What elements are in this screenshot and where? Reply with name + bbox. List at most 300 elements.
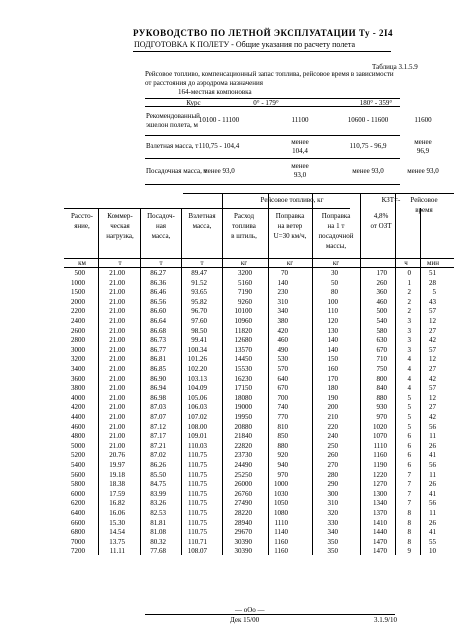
table-cell: 106.03 <box>187 403 207 412</box>
table-cell: 670 <box>376 345 387 354</box>
table-cell: 5 <box>407 393 411 402</box>
table-cell: 26 <box>429 480 436 489</box>
table-cell: 85.50 <box>150 470 166 479</box>
param-value: менее <box>291 162 309 170</box>
table-cell: 5 <box>407 413 411 421</box>
table-cell: 270 <box>327 461 338 469</box>
table-cell: 30 <box>331 269 338 277</box>
table-reference: Таблица 3.1.5.9 <box>372 63 418 71</box>
column-header: 4,8% <box>373 212 389 220</box>
table-cell: 26760 <box>234 489 252 498</box>
table-cell: 11820 <box>234 326 252 335</box>
param-value: 10600 - 11600 <box>347 116 389 124</box>
table-cell: 210 <box>327 413 338 421</box>
column-unit: кг <box>332 259 340 267</box>
table-cell: 1020 <box>373 422 387 431</box>
table-cell: 800 <box>376 374 387 383</box>
table-cell: 2200 <box>71 307 85 316</box>
table-cell: 7200 <box>71 547 85 556</box>
table-cell: 3200 <box>71 355 85 364</box>
table-cell: 500 <box>376 307 387 316</box>
table-cell: 83.99 <box>150 489 166 498</box>
table-cell: 5000 <box>71 441 85 450</box>
column-header: U=30 км/ч, <box>273 232 307 240</box>
table-cell: 460 <box>376 297 387 306</box>
column-header: нагрузка, <box>106 232 134 240</box>
column-unit: км <box>78 259 86 267</box>
table-cell: 41 <box>429 489 436 498</box>
table-cell: 110.75 <box>188 528 207 537</box>
table-cell: 86.56 <box>150 297 166 306</box>
table-cell: 19.97 <box>109 461 125 469</box>
table-cell: 80.32 <box>150 537 166 546</box>
table-caption: Рейсовое топливо, компенсационный запас топлива, рейсовое время в зависимости от расстояния до аэродрома назначения <box>145 70 394 87</box>
table-cell: 310 <box>277 297 288 306</box>
table-cell: 50 <box>331 278 338 287</box>
end-mark: — oOo — <box>235 606 265 614</box>
table-cell: 96.70 <box>191 307 207 316</box>
table-cell: 740 <box>277 403 288 412</box>
table-cell: 86.90 <box>150 374 166 383</box>
table-cell: 14450 <box>234 355 252 364</box>
table-cell: 51 <box>429 269 436 277</box>
table-cell: 110.75 <box>188 461 207 469</box>
table-cell: 1190 <box>373 461 387 469</box>
table-cell: 4600 <box>71 422 85 431</box>
table-cell: 21.00 <box>109 278 125 287</box>
table-cell: 23730 <box>234 451 252 460</box>
table-cell: 41 <box>429 528 436 537</box>
column-header: Коммер- <box>107 212 133 220</box>
table-cell: 2800 <box>71 336 85 345</box>
table-cell: 27 <box>429 326 436 335</box>
table-cell: 220 <box>327 422 338 431</box>
table-cell: 5600 <box>71 470 85 479</box>
table-cell: 350 <box>327 537 338 546</box>
table-cell: 460 <box>277 336 288 345</box>
table-cell: 420 <box>277 326 288 335</box>
table-cell: 140 <box>277 278 288 287</box>
table-cell: 700 <box>277 393 288 402</box>
table-cell: 20.76 <box>109 451 125 460</box>
column-header: Поправка <box>275 212 305 220</box>
course-range-1: 0° - 179° <box>253 99 279 107</box>
param-value: менее <box>291 137 309 146</box>
table-cell: 6 <box>407 451 411 460</box>
table-cell: 1340 <box>373 499 387 508</box>
table-cell: 2400 <box>71 317 85 325</box>
column-unit: т <box>200 259 204 267</box>
table-cell: 8 <box>407 518 411 527</box>
table-cell: 110 <box>327 307 338 316</box>
table-cell: 21.00 <box>109 269 125 277</box>
table-cell: 22820 <box>234 441 252 450</box>
table-cell: 107.02 <box>187 413 207 421</box>
table-cell: 130 <box>327 326 338 335</box>
table-cell: 10100 <box>234 307 252 316</box>
table-cell: 530 <box>277 355 288 364</box>
table-cell: 930 <box>376 403 387 412</box>
table-cell: 7 <box>407 499 411 508</box>
table-cell: 11 <box>429 432 436 441</box>
table-cell: 26000 <box>234 480 252 489</box>
table-cell: 3600 <box>71 374 85 383</box>
table-cell: 110.03 <box>188 441 207 450</box>
table-cell: 100 <box>327 297 338 306</box>
table-cell: 140 <box>327 336 338 345</box>
table-cell: 87.21 <box>150 441 166 450</box>
table-cell: 17150 <box>234 384 252 393</box>
table-cell: 3 <box>407 326 411 335</box>
table-cell: 3 <box>407 317 411 325</box>
table-cell: 8 <box>407 509 411 517</box>
table-cell: 4400 <box>71 413 85 421</box>
table-cell: 770 <box>277 413 288 421</box>
table-cell: 11 <box>429 470 436 479</box>
table-cell: 5 <box>407 403 411 412</box>
table-cell: 86.98 <box>150 393 166 402</box>
table-cell: 87.03 <box>150 403 166 412</box>
table-cell: 12 <box>429 355 436 364</box>
top-table-hline <box>145 184 400 185</box>
table-cell: 250 <box>327 441 338 450</box>
table-cell: 260 <box>376 278 387 287</box>
table-cell: 920 <box>277 451 288 460</box>
table-cell: 21.00 <box>109 393 125 402</box>
table-cell: 4800 <box>71 432 85 441</box>
param-label: эшелон полета, м <box>146 120 198 129</box>
table-cell: 19.18 <box>109 470 125 479</box>
param-value: менее 93,0 <box>352 166 384 175</box>
course-range-2: 180° - 359° <box>359 99 393 107</box>
table-cell: 80 <box>331 288 338 297</box>
table-cell: 86.64 <box>150 317 166 325</box>
table-cell: 21.00 <box>109 365 125 373</box>
column-header: Поправка <box>321 212 351 220</box>
table-cell: 86.94 <box>150 384 166 393</box>
table-cell: 82.53 <box>150 509 166 517</box>
table-cell: 1220 <box>373 470 387 479</box>
table-cell: 7000 <box>71 537 85 546</box>
table-cell: 17.59 <box>109 489 125 498</box>
table-cell: 14.54 <box>109 528 125 537</box>
table-cell: 1030 <box>274 489 288 498</box>
table-cell: 0 <box>407 269 411 277</box>
table-cell: 98.50 <box>191 326 207 335</box>
manual-title: РУКОВОДСТВО ПО ЛЕТНОЙ ЭКСПЛУАТАЦИИ Ту - 2І4 <box>133 28 393 38</box>
table-cell: 940 <box>277 461 288 469</box>
table-cell: 104.09 <box>187 384 207 393</box>
table-cell: 240 <box>327 432 338 441</box>
table-cell: 1110 <box>274 518 288 527</box>
table-cell: 95.82 <box>191 297 207 306</box>
table-cell: 86.77 <box>150 345 166 354</box>
table-cell: 170 <box>327 374 338 383</box>
column-header: посадочной <box>318 232 354 240</box>
table-cell: 103.13 <box>187 374 207 383</box>
table-cell: 16.82 <box>109 499 125 508</box>
group-kzt-label: КЗТ=- <box>381 196 401 204</box>
table-cell: 86.36 <box>150 278 166 287</box>
column-header: топлива <box>232 222 256 230</box>
table-cell: 3 <box>407 336 411 345</box>
table-cell: 77.68 <box>150 547 166 556</box>
param-value: 10100 - 11100 <box>198 116 240 124</box>
group-fuel-label: Рейсовое топливо, кг <box>260 196 324 204</box>
table-cell: 3200 <box>238 269 252 277</box>
table-cell: 1300 <box>373 489 387 498</box>
table-cell: 4 <box>407 355 411 364</box>
column-header: на 1 т <box>327 222 345 230</box>
table-cell: 6 <box>407 441 411 450</box>
table-cell: 7190 <box>238 288 252 297</box>
table-cell: 12 <box>429 393 436 402</box>
table-cell: 110.75 <box>188 509 207 517</box>
table-cell: 19000 <box>234 403 252 412</box>
table-cell: 27 <box>429 365 436 373</box>
table-cell: 750 <box>376 365 387 373</box>
table-cell: 93.65 <box>191 288 207 297</box>
table-cell: 21.00 <box>109 336 125 345</box>
table-cell: 87.12 <box>150 422 166 431</box>
table-cell: 30390 <box>234 547 252 556</box>
table-cell: 670 <box>277 384 288 393</box>
table-cell: 4 <box>407 374 411 383</box>
table-cell: 13.75 <box>109 537 125 546</box>
table-cell: 2 <box>407 307 411 316</box>
table-cell: 230 <box>277 288 288 297</box>
table-cell: 21.00 <box>109 288 125 297</box>
param-value: 11600 <box>414 116 432 124</box>
table-cell: 7 <box>407 480 411 489</box>
table-cell: 86.73 <box>150 336 166 345</box>
table-cell: 5 <box>407 422 411 431</box>
table-cell: 7 <box>407 470 411 479</box>
table-cell: 81.08 <box>150 528 166 537</box>
table-cell: 1000 <box>71 278 85 287</box>
table-cell: 86.60 <box>150 307 166 316</box>
column-header: Взлетная <box>188 212 216 220</box>
table-cell: 15.30 <box>109 518 125 527</box>
table-cell: 290 <box>327 480 338 489</box>
table-cell: 1470 <box>373 537 387 546</box>
table-cell: 120 <box>327 317 338 325</box>
table-cell: 1160 <box>274 537 288 546</box>
column-header: ная <box>155 222 167 230</box>
table-cell: 2600 <box>71 326 85 335</box>
table-cell: 8 <box>407 537 411 546</box>
table-cell: 3 <box>407 345 411 354</box>
param-value: 11100 <box>291 116 309 124</box>
table-cell: 21.00 <box>109 297 125 306</box>
table-cell: 4200 <box>71 403 85 412</box>
column-unit: ч <box>404 259 408 267</box>
table-cell: 89.47 <box>191 269 207 277</box>
table-cell: 18.38 <box>109 480 125 489</box>
column-header: масса, <box>151 232 171 240</box>
table-cell: 26 <box>429 518 436 527</box>
table-cell: 880 <box>277 441 288 450</box>
table-cell: 21.00 <box>109 441 125 450</box>
table-cell: 108.07 <box>187 547 207 556</box>
table-cell: 300 <box>327 489 338 498</box>
table-cell: 81.81 <box>150 518 166 527</box>
course-label: Курс <box>186 99 201 107</box>
header-divider <box>133 51 391 52</box>
table-cell: 3400 <box>71 365 85 373</box>
table-cell: 87.02 <box>150 451 166 460</box>
table-cell: 1160 <box>274 547 288 556</box>
table-cell: 11 <box>429 509 436 517</box>
table-cell: 340 <box>327 528 338 537</box>
table-cell: 1370 <box>373 509 387 517</box>
table-cell: 56 <box>429 499 436 508</box>
table-cell: 109.01 <box>187 432 207 441</box>
table-cell: 1440 <box>373 528 387 537</box>
table-cell: 540 <box>376 317 387 325</box>
param-label: Взлетная масса, т <box>146 142 199 150</box>
table-cell: 1080 <box>274 509 288 517</box>
table-cell: 580 <box>376 326 387 335</box>
table-cell: 1270 <box>373 480 387 489</box>
table-cell: 1110 <box>373 441 387 450</box>
table-cell: 87.07 <box>150 413 166 421</box>
param-value: 96,9 <box>416 146 430 155</box>
table-cell: 1470 <box>373 547 387 556</box>
column-header: в штиль, <box>231 232 257 240</box>
table-cell: 6000 <box>71 489 85 498</box>
footer-date: Дек 15/00 <box>230 616 260 624</box>
table-cell: 70 <box>281 269 288 277</box>
table-cell: 56 <box>429 461 436 469</box>
table-cell: 86.46 <box>150 288 166 297</box>
table-cell: 380 <box>277 317 288 325</box>
table-cell: 86.27 <box>150 269 166 277</box>
table-cell: 105.06 <box>187 393 207 402</box>
table-cell: 970 <box>277 470 288 479</box>
table-cell: 21.00 <box>109 307 125 316</box>
table-cell: 21.00 <box>109 413 125 421</box>
column-header: Посадоч- <box>147 212 175 220</box>
table-cell: 25250 <box>234 470 252 479</box>
table-cell: 21.00 <box>109 403 125 412</box>
table-cell: 850 <box>277 432 288 441</box>
table-cell: 91.52 <box>191 278 207 287</box>
group-time-label: Рейсовое <box>410 196 438 204</box>
table-cell: 99.41 <box>191 336 207 345</box>
table-cell: 43 <box>429 297 436 306</box>
table-cell: 42 <box>429 336 436 345</box>
table-cell: 490 <box>277 345 288 354</box>
table-cell: 6400 <box>71 509 85 517</box>
table-cell: 12680 <box>234 336 252 345</box>
table-cell: 350 <box>327 547 338 556</box>
column-unit: кг <box>286 259 294 267</box>
param-value: менее 93,0 <box>407 166 439 175</box>
table-cell: 10960 <box>234 317 252 325</box>
page-number: 3.1.9/10 <box>374 616 397 624</box>
param-value: менее 93,0 <box>203 166 235 175</box>
table-cell: 200 <box>327 403 338 412</box>
table-cell: 180 <box>327 384 338 393</box>
table-cell: 15530 <box>234 365 252 373</box>
table-cell: 310 <box>327 499 338 508</box>
table-cell: 26 <box>429 441 436 450</box>
column-header: ческая <box>110 222 130 230</box>
table-cell: 5 <box>432 288 436 297</box>
column-header: масса, <box>192 222 212 230</box>
main-table-top-rule <box>183 193 454 194</box>
table-cell: 102.20 <box>187 365 207 373</box>
table-cell: 2 <box>407 288 411 297</box>
table-cell: 28 <box>429 278 436 287</box>
param-value: менее <box>414 137 432 146</box>
table-cell: 97.60 <box>191 317 207 325</box>
table-cell: 6 <box>407 432 411 441</box>
group-time-label: время <box>415 206 433 214</box>
table-cell: 86.26 <box>150 461 166 469</box>
table-cell: 87.17 <box>150 432 166 441</box>
top-table-hline <box>145 158 400 159</box>
table-cell: 57 <box>429 345 436 354</box>
table-cell: 12 <box>429 317 436 325</box>
table-cell: 83.26 <box>150 499 166 508</box>
param-value: 110,75 - 96,9 <box>349 142 387 150</box>
table-cell: 1000 <box>274 480 288 489</box>
column-header: от ОЗТ <box>370 222 392 230</box>
column-header: на ветер <box>277 222 303 230</box>
table-cell: 9260 <box>238 297 252 306</box>
table-cell: 140 <box>327 345 338 354</box>
table-cell: 5160 <box>238 278 252 287</box>
table-cell: 340 <box>277 307 288 316</box>
table-cell: 21.00 <box>109 317 125 325</box>
table-cell: 160 <box>327 365 338 373</box>
table-cell: 1050 <box>274 499 288 508</box>
table-cell: 29670 <box>234 528 252 537</box>
table-cell: 101.26 <box>187 355 207 364</box>
table-cell: 30390 <box>234 537 252 546</box>
table-cell: 360 <box>376 288 387 297</box>
column-unit: т <box>118 259 122 267</box>
table-cell: 21.00 <box>109 355 125 364</box>
table-cell: 5400 <box>71 461 85 469</box>
table-cell: 21.00 <box>109 422 125 431</box>
table-cell: 13570 <box>234 345 252 354</box>
table-cell: 4000 <box>71 393 85 402</box>
main-table-group-rule <box>64 208 350 209</box>
table-cell: 630 <box>376 336 387 345</box>
column-unit: кг <box>240 259 248 267</box>
table-cell: 41 <box>429 451 436 460</box>
table-cell: 170 <box>376 269 387 277</box>
table-cell: 3000 <box>71 345 85 354</box>
table-cell: 42 <box>429 413 436 421</box>
table-cell: 3800 <box>71 384 85 393</box>
param-label: Рекомендованный <box>146 111 200 120</box>
table-cell: 5200 <box>71 451 85 460</box>
table-cell: 55 <box>429 537 436 546</box>
table-cell: 21840 <box>234 432 252 441</box>
table-cell: 6 <box>407 461 411 469</box>
table-cell: 57 <box>429 307 436 316</box>
table-cell: 42 <box>429 374 436 383</box>
table-cell: 2000 <box>71 297 85 306</box>
table-cell: 1070 <box>373 432 387 441</box>
table-cell: 970 <box>376 413 387 421</box>
param-value: 93,0 <box>293 171 307 179</box>
table-cell: 150 <box>327 355 338 364</box>
